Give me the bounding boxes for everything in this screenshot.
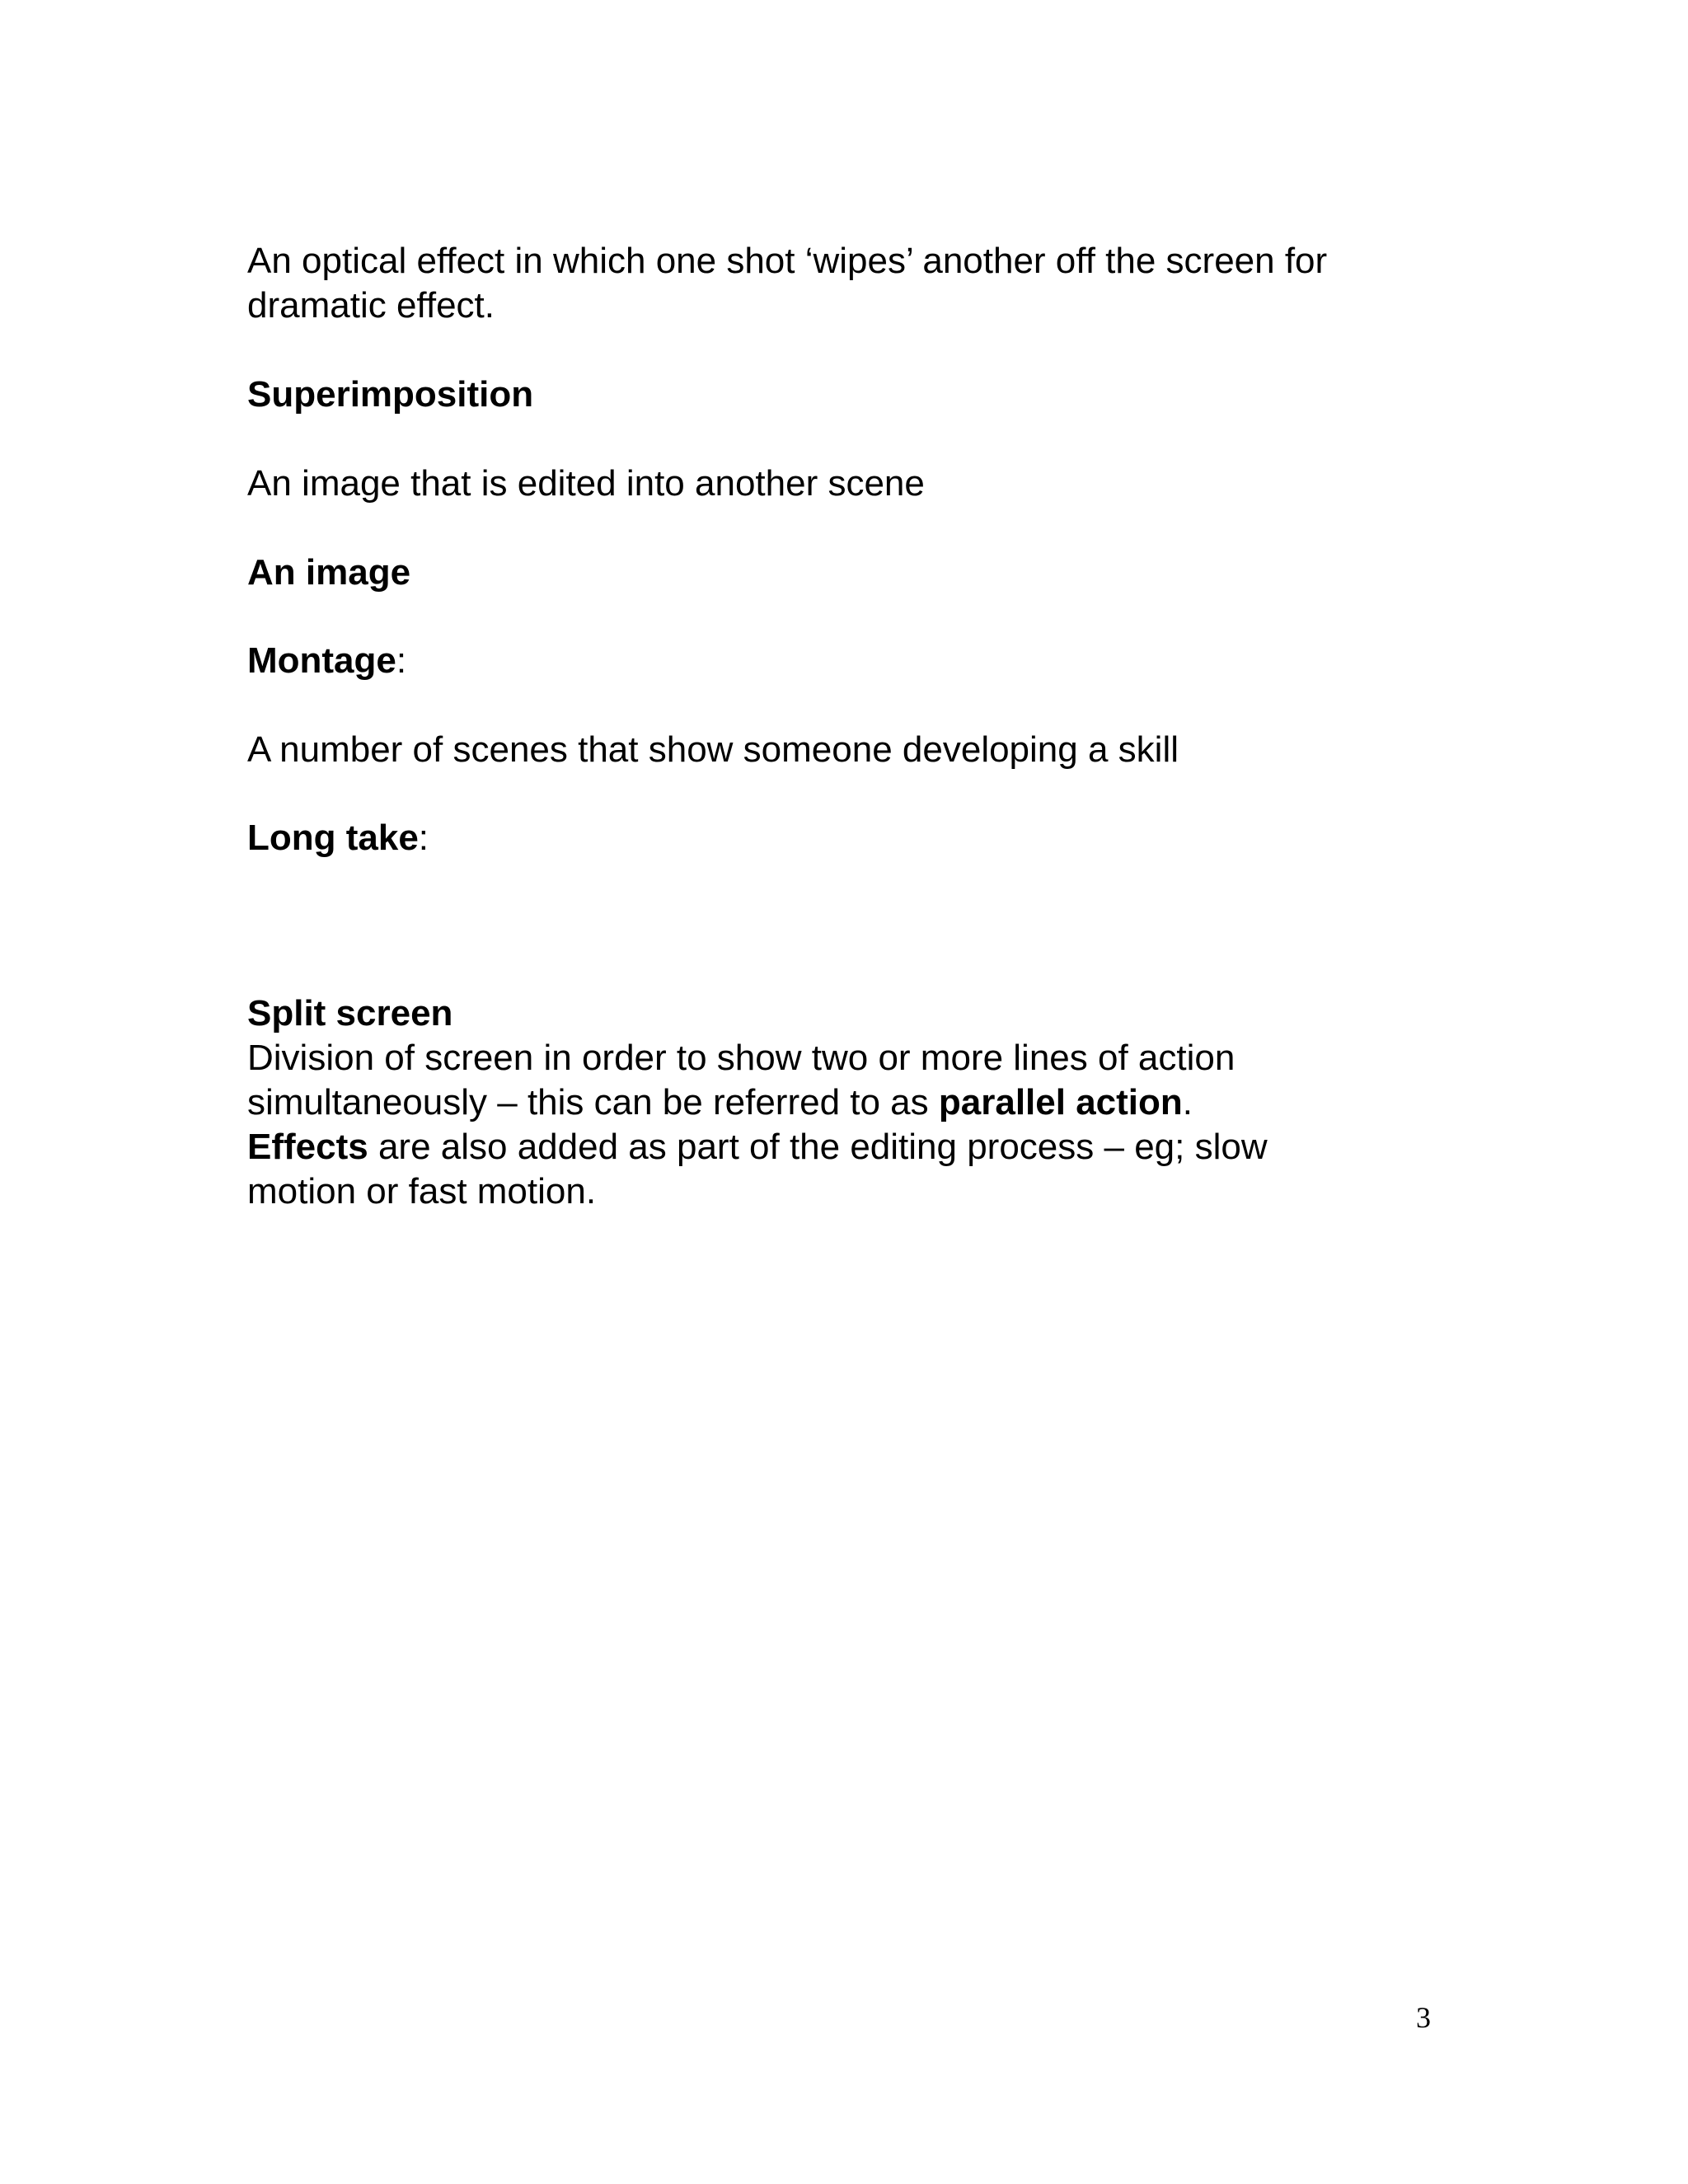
effects-term: Effects xyxy=(247,1127,368,1167)
montage-heading: Montage xyxy=(247,640,396,681)
effects-line xyxy=(247,1125,1484,1169)
split-screen-line-2 xyxy=(247,1080,1484,1125)
wipe-description-line-2: dramatic effect. xyxy=(247,285,495,326)
page-number: 3 xyxy=(1416,2001,1431,2034)
split-screen-line-2-text: simultaneously – this can be referred to as xyxy=(247,1082,939,1122)
montage-description: A number of scenes that show someone developing a skill xyxy=(247,729,1179,770)
split-screen-line-1: Division of screen in order to show two or more lines of action xyxy=(247,1038,1236,1078)
long-take-heading: Long take xyxy=(247,818,419,858)
parallel-action-term: parallel action xyxy=(938,1082,1183,1122)
effects-line-text: are also added as part of the editing process – eg; slow xyxy=(368,1127,1268,1167)
split-screen-line-2-end: . xyxy=(1182,1082,1193,1122)
split-screen-heading: Split screen xyxy=(247,993,453,1033)
montage-term xyxy=(247,639,1484,683)
long-take-colon: : xyxy=(418,818,429,858)
superimposition-heading: Superimposition xyxy=(247,374,534,415)
superimposition-example: An image xyxy=(247,552,411,593)
effects-line-2: motion or fast motion. xyxy=(247,1171,597,1212)
long-take-term xyxy=(247,816,1484,860)
montage-colon: : xyxy=(396,640,407,681)
wipe-description-line-1: An optical effect in which one shot ‘wipes’ another off the screen for xyxy=(247,241,1328,281)
superimposition-description: An image that is edited into another scene xyxy=(247,463,925,504)
